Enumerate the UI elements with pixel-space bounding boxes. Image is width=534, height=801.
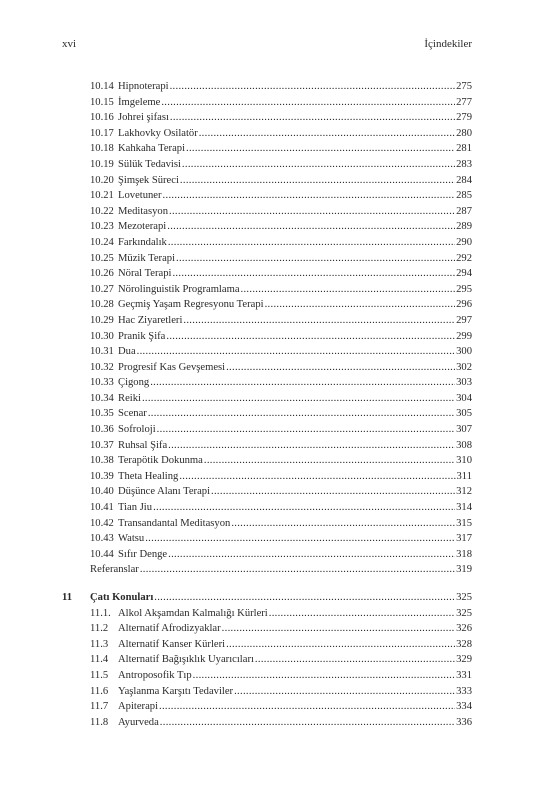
toc-entry-row[interactable] bbox=[62, 173, 472, 189]
toc-entry-row[interactable] bbox=[62, 621, 472, 637]
dot-leader bbox=[168, 438, 455, 454]
toc-entry-page: 328 bbox=[456, 638, 472, 650]
toc-entry-row[interactable] bbox=[62, 406, 472, 422]
toc-entry-number: 10.39 bbox=[90, 470, 114, 482]
dot-leader bbox=[153, 500, 455, 516]
toc-entry-page: 296 bbox=[456, 299, 472, 311]
toc-entry-title: Sıfır Denge bbox=[118, 548, 168, 560]
toc-entry-page: 295 bbox=[456, 283, 472, 295]
toc-entry-row[interactable] bbox=[62, 606, 472, 622]
toc-entry-title: Mezoterapi bbox=[118, 221, 167, 233]
page-header bbox=[62, 38, 472, 54]
dot-leader bbox=[148, 406, 455, 422]
toc-entry-number: 10.40 bbox=[90, 486, 114, 498]
toc-entry-number: 11.8 bbox=[90, 716, 109, 728]
toc-entry-row[interactable] bbox=[62, 79, 472, 95]
toc-entry-page: 294 bbox=[456, 268, 472, 280]
toc-entry-title: Ruhsal Şifa bbox=[118, 439, 168, 451]
toc-entry-number: 10.17 bbox=[90, 127, 114, 139]
toc-entry-title: Reiki bbox=[118, 392, 141, 404]
dot-leader bbox=[142, 391, 455, 407]
toc-entry-page: 281 bbox=[456, 143, 472, 155]
toc-entry-row[interactable] bbox=[62, 297, 472, 313]
toc-entry-number: 10.26 bbox=[90, 268, 114, 280]
toc-entry-title: Şimşek Süreci bbox=[118, 174, 179, 186]
toc-references-row[interactable] bbox=[62, 562, 472, 578]
toc-entry-title: Farkındalık bbox=[118, 236, 167, 248]
toc-entry-page: 336 bbox=[456, 716, 472, 728]
running-title: İçindekiler bbox=[424, 38, 472, 50]
dot-leader bbox=[170, 110, 455, 126]
toc-entry-row[interactable] bbox=[62, 391, 472, 407]
dot-leader bbox=[159, 699, 455, 715]
dot-leader bbox=[231, 516, 455, 532]
dot-leader bbox=[157, 422, 455, 438]
toc-entry-page: 314 bbox=[456, 502, 472, 514]
toc-entry-title: Nörolinguistik Programlama bbox=[118, 283, 240, 295]
dot-leader bbox=[222, 621, 455, 637]
toc-entry-number: 10.22 bbox=[90, 205, 114, 217]
toc-entry-title: Johrei şifası bbox=[118, 112, 169, 124]
toc-entry-number: 11.5 bbox=[90, 669, 109, 681]
dot-leader bbox=[182, 157, 455, 173]
toc-entry-number: 10.44 bbox=[90, 548, 114, 560]
toc-entry-title: Lovetuner bbox=[118, 190, 162, 202]
toc-entry-title: Sülük Tedavisi bbox=[118, 158, 181, 170]
dot-leader bbox=[241, 282, 456, 298]
toc-entry-row[interactable] bbox=[62, 637, 472, 653]
toc-entry-number: 10.31 bbox=[90, 346, 114, 358]
toc-entry-number: 10.25 bbox=[90, 252, 114, 264]
toc-entry-page: 311 bbox=[456, 470, 472, 482]
toc-entry-number: 10.24 bbox=[90, 236, 114, 248]
toc-entry-page: 303 bbox=[456, 377, 472, 389]
toc-entry-row[interactable] bbox=[62, 157, 472, 173]
toc-entry-row[interactable] bbox=[62, 684, 472, 700]
toc-entry-row[interactable] bbox=[62, 360, 472, 376]
toc-entry-row[interactable] bbox=[62, 251, 472, 267]
toc-entry-row[interactable] bbox=[62, 219, 472, 235]
toc-entry-row[interactable] bbox=[62, 438, 472, 454]
toc-entry-page: 283 bbox=[456, 158, 472, 170]
toc-entry-row[interactable] bbox=[62, 453, 472, 469]
dot-leader bbox=[163, 188, 456, 204]
toc-entry-page: 326 bbox=[456, 623, 472, 635]
toc-entry-title: Sofroloji bbox=[118, 424, 156, 436]
toc-entry-number: 10.35 bbox=[90, 408, 114, 420]
dot-leader bbox=[204, 453, 455, 469]
toc-entry-row[interactable] bbox=[62, 516, 472, 532]
dot-leader bbox=[161, 95, 455, 111]
toc-entry-number: 10.37 bbox=[90, 439, 114, 451]
toc-entry-number: 11.3 bbox=[90, 638, 109, 650]
toc-entry-title: Meditasyon bbox=[118, 205, 169, 217]
toc-entry-number: 10.41 bbox=[90, 502, 114, 514]
dot-leader bbox=[180, 173, 455, 189]
dot-leader bbox=[167, 219, 455, 235]
toc-entry-title: Geçmiş Yaşam Regresyonu Terapi bbox=[118, 299, 264, 311]
toc-entry-number: 10.36 bbox=[90, 424, 114, 436]
toc-entry-row[interactable] bbox=[62, 141, 472, 157]
toc-entry-title: Lakhovky Osilatör bbox=[118, 127, 198, 139]
toc-entry-number: 10.19 bbox=[90, 158, 114, 170]
toc-entry-number: 10.38 bbox=[90, 455, 114, 467]
toc-entry-row[interactable] bbox=[62, 500, 472, 516]
toc-entry-number: 11.4 bbox=[90, 654, 109, 666]
toc-entry-row[interactable] bbox=[62, 547, 472, 563]
toc-entry-page: 318 bbox=[456, 548, 472, 560]
toc-entry-page: 299 bbox=[456, 330, 472, 342]
toc-entry-number: 10.23 bbox=[90, 221, 114, 233]
toc-entry-title: Watsu bbox=[118, 533, 145, 545]
toc-entry-number: 11.6 bbox=[90, 685, 109, 697]
toc-entry-title: Alternatif Kanser Kürleri bbox=[118, 638, 226, 650]
toc-entry-title: Kahkaha Terapi bbox=[118, 143, 186, 155]
dot-leader bbox=[168, 235, 455, 251]
dot-leader bbox=[150, 375, 455, 391]
toc-entry-title: Apiterapi bbox=[118, 701, 159, 713]
toc-entry-page: 333 bbox=[456, 685, 472, 697]
dot-leader bbox=[186, 141, 455, 157]
toc-entry-page: 325 bbox=[456, 607, 472, 619]
toc-entry-title: Müzik Terapi bbox=[118, 252, 176, 264]
toc-entry-row[interactable] bbox=[62, 188, 472, 204]
toc-entry-number: 10.32 bbox=[90, 361, 114, 373]
toc-entry-page: 275 bbox=[456, 81, 472, 92]
dot-leader bbox=[269, 606, 455, 622]
dot-leader bbox=[226, 637, 455, 653]
toc-entry-number: 10.42 bbox=[90, 517, 114, 529]
toc-entry-page: 289 bbox=[456, 221, 472, 233]
toc-entry-page: 310 bbox=[456, 455, 472, 467]
toc-entry-page: 331 bbox=[456, 669, 472, 681]
toc-entry-title: Alternatif Bağışıklık Uyarıcıları bbox=[118, 654, 254, 666]
toc-entry-page: 334 bbox=[456, 701, 472, 713]
chapter-page: 325 bbox=[456, 592, 472, 603]
toc-entry-page: 308 bbox=[456, 439, 472, 451]
toc-entry-page: 292 bbox=[456, 252, 472, 264]
toc-entry-number: 11.7 bbox=[90, 701, 109, 713]
toc-entry-row[interactable] bbox=[62, 484, 472, 500]
dot-leader bbox=[168, 547, 455, 563]
dot-leader bbox=[211, 484, 455, 500]
toc-entry-row[interactable] bbox=[62, 126, 472, 142]
toc-entry-title: Transandantal Meditasyon bbox=[118, 517, 231, 529]
toc-entry-page: 307 bbox=[456, 424, 472, 436]
chapter-number: 11 bbox=[62, 592, 73, 603]
toc-entry-row[interactable] bbox=[62, 95, 472, 111]
toc-entry-page: 277 bbox=[456, 96, 472, 108]
toc-entry-page: 329 bbox=[456, 654, 472, 666]
toc-entry-number: 10.18 bbox=[90, 143, 114, 155]
toc-entry-title: Scenar bbox=[118, 408, 147, 420]
toc-entry-title: Theta Healing bbox=[118, 470, 179, 482]
toc-entry-title: Tian Jiu bbox=[118, 502, 153, 514]
toc-entry-page: 280 bbox=[456, 127, 472, 139]
dot-leader bbox=[255, 652, 455, 668]
dot-leader bbox=[179, 469, 455, 485]
page-number: xvi bbox=[62, 38, 77, 50]
toc-entry-title: Hac Ziyaretleri bbox=[118, 314, 183, 326]
dot-leader bbox=[265, 297, 456, 313]
toc-entry-number: 10.34 bbox=[90, 392, 114, 404]
toc-entry-page: 290 bbox=[456, 236, 472, 248]
dot-leader bbox=[234, 684, 455, 700]
dot-leader bbox=[169, 204, 455, 220]
dot-leader bbox=[140, 562, 455, 578]
toc-entry-title: Alternatif Afrodizyaklar bbox=[118, 623, 221, 635]
toc-entry-row[interactable] bbox=[62, 652, 472, 668]
toc-entry-number: 10.29 bbox=[90, 314, 114, 326]
dot-leader bbox=[226, 360, 455, 376]
toc-entry-number: 10.16 bbox=[90, 112, 114, 124]
toc-entry-row[interactable] bbox=[62, 375, 472, 391]
table-of-contents bbox=[62, 79, 472, 730]
toc-entry-number: 11.2 bbox=[90, 623, 109, 635]
dot-leader bbox=[170, 79, 456, 95]
toc-entry-title: Düşünce Alanı Terapi bbox=[118, 486, 211, 498]
toc-entry-row[interactable] bbox=[62, 344, 472, 360]
toc-entry-row[interactable] bbox=[62, 531, 472, 547]
toc-entry-row[interactable] bbox=[62, 715, 472, 731]
toc-entry-title: Nöral Terapi bbox=[118, 268, 172, 280]
toc-entry-page: 284 bbox=[456, 174, 472, 186]
toc-entry-row[interactable] bbox=[62, 235, 472, 251]
toc-entry-row[interactable] bbox=[62, 110, 472, 126]
toc-entry-page: 285 bbox=[456, 190, 472, 202]
toc-entry-page: 319 bbox=[456, 564, 472, 576]
toc-chapter-row[interactable] bbox=[62, 590, 472, 606]
toc-entry-title: Hipnoterapi bbox=[118, 81, 169, 92]
toc-entry-number: 10.27 bbox=[90, 283, 114, 295]
toc-entry-number: 10.21 bbox=[90, 190, 114, 202]
dot-leader bbox=[193, 668, 455, 684]
toc-entry-title: Alkol Akşamdan Kalmalığı Kürleri bbox=[118, 607, 268, 619]
toc-entry-page: 287 bbox=[456, 205, 472, 217]
toc-entry-row[interactable] bbox=[62, 469, 472, 485]
dot-leader bbox=[160, 715, 455, 731]
dot-leader bbox=[166, 329, 455, 345]
toc-entry-number: 10.15 bbox=[90, 96, 114, 108]
toc-entry-page: 304 bbox=[456, 392, 472, 404]
toc-entry-number: 10.33 bbox=[90, 377, 114, 389]
toc-entry-number: 10.14 bbox=[90, 81, 114, 92]
toc-entry-title: Antroposofik Tıp bbox=[118, 669, 192, 681]
dot-leader bbox=[172, 266, 455, 282]
dot-leader bbox=[183, 313, 455, 329]
chapter-title: Çatı Konuları bbox=[90, 592, 154, 603]
toc-entry-title: İmgeleme bbox=[118, 96, 161, 108]
toc-entry-title: Progresif Kas Gevşemesi bbox=[118, 361, 226, 373]
toc-entry-page: 312 bbox=[456, 486, 472, 498]
toc-entry-page: 315 bbox=[456, 517, 472, 529]
toc-entry-title: Pranik Şifa bbox=[118, 330, 166, 342]
toc-entry-row[interactable] bbox=[62, 329, 472, 345]
toc-entry-row[interactable] bbox=[62, 282, 472, 298]
toc-entry-row[interactable] bbox=[62, 699, 472, 715]
toc-entry-number: 10.20 bbox=[90, 174, 114, 186]
toc-entry-page: 279 bbox=[456, 112, 472, 124]
dot-leader bbox=[145, 531, 455, 547]
toc-entry-title: Referanslar bbox=[90, 564, 139, 576]
toc-entry-page: 297 bbox=[456, 314, 472, 326]
dot-leader bbox=[176, 251, 455, 267]
toc-entry-number: 10.30 bbox=[90, 330, 114, 342]
dot-leader bbox=[199, 126, 455, 142]
toc-entry-page: 302 bbox=[456, 361, 472, 373]
toc-entry-row[interactable] bbox=[62, 266, 472, 282]
toc-entry-title: Terapötik Dokunma bbox=[118, 455, 203, 467]
toc-entry-number: 10.43 bbox=[90, 533, 114, 545]
toc-entry-row[interactable] bbox=[62, 668, 472, 684]
toc-entry-row[interactable] bbox=[62, 313, 472, 329]
toc-entry-row[interactable] bbox=[62, 422, 472, 438]
toc-entry-page: 305 bbox=[456, 408, 472, 420]
toc-entry-row[interactable] bbox=[62, 204, 472, 220]
toc-entry-title: Çigong bbox=[118, 377, 150, 389]
toc-entry-title: Dua bbox=[118, 346, 136, 358]
dot-leader bbox=[137, 344, 455, 360]
toc-entry-page: 300 bbox=[456, 346, 472, 358]
toc-entry-title: Yaşlanma Karşıtı Tedaviler bbox=[118, 685, 234, 697]
toc-entry-page: 317 bbox=[456, 533, 472, 545]
toc-entry-number: 10.28 bbox=[90, 299, 114, 311]
toc-entry-title: Ayurveda bbox=[118, 716, 159, 728]
dot-leader bbox=[154, 590, 455, 606]
toc-entry-number: 11.1. bbox=[90, 607, 111, 619]
